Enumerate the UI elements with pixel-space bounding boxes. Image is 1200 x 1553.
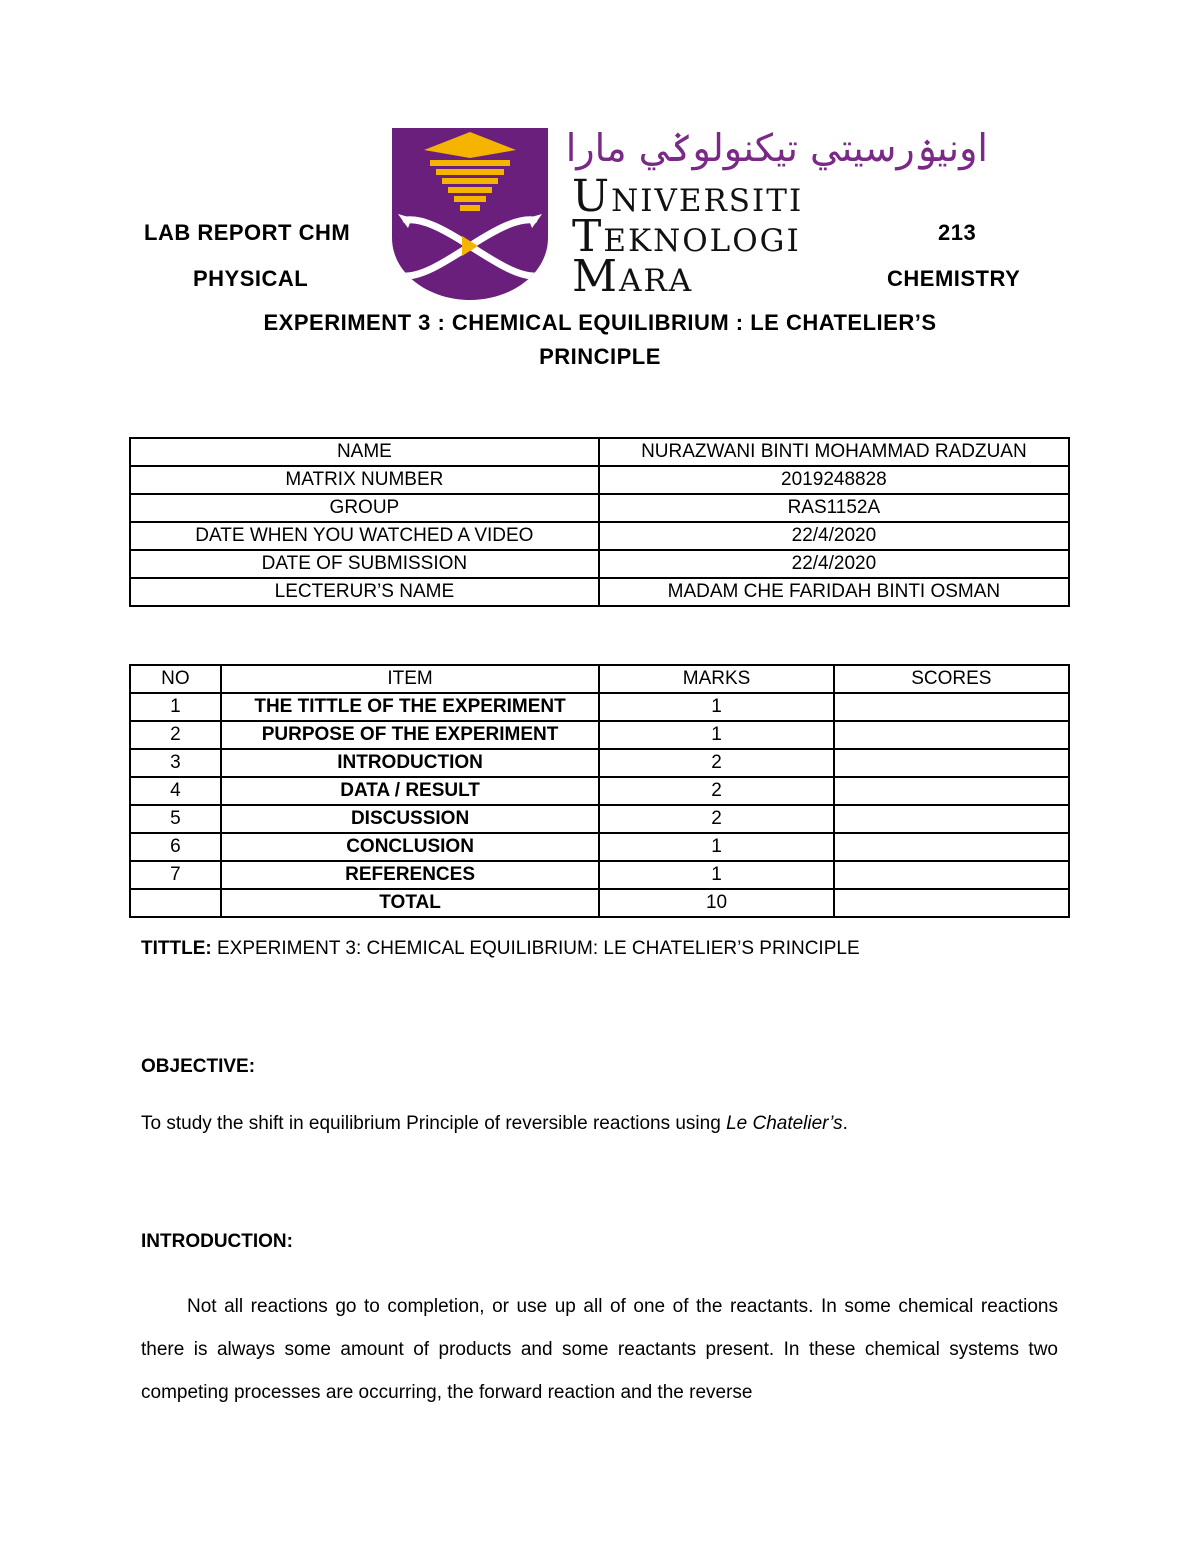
objective-heading: OBJECTIVE: xyxy=(141,1056,256,1077)
row-marks: 1 xyxy=(599,721,833,749)
logo-line-mara: Mara xyxy=(572,251,694,302)
objective-text-italic: Le Chatelier’s xyxy=(726,1113,843,1134)
row-score xyxy=(834,861,1069,889)
info-label-cell: NAME xyxy=(130,438,599,466)
row-score xyxy=(834,693,1069,721)
experiment-title-line2: PRINCIPLE xyxy=(539,344,661,369)
row-no: 2 xyxy=(130,721,221,749)
logo-arabic-text: اونيۏرسيتي تيكنولوݢي مارا xyxy=(565,126,988,170)
table-row xyxy=(130,721,1069,749)
introduction-paragraph: Not all reactions go to completion, or use up all of one of the reactants. In some chemical reactions there is always some amount of products and some reactants present. In these chemical systems two competing processes are occurring, the forward reaction and the reverse xyxy=(141,1296,1058,1403)
column-header-no: NO xyxy=(130,665,221,693)
table-row xyxy=(130,777,1069,805)
column-header-scores: SCORES xyxy=(834,665,1069,693)
info-value-cell: NURAZWANI BINTI MOHAMMAD RADZUAN xyxy=(599,438,1069,466)
table-row xyxy=(130,494,1069,522)
tittle-line xyxy=(141,938,860,960)
row-item: INTRODUCTION xyxy=(221,749,600,777)
row-item: CONCLUSION xyxy=(221,833,600,861)
table-row xyxy=(130,833,1069,861)
header-right-line2: CHEMISTRY xyxy=(887,266,1021,291)
row-marks: 2 xyxy=(599,805,833,833)
info-label-cell: DATE WHEN YOU WATCHED A VIDEO xyxy=(130,522,599,550)
logo-line-universiti: Universiti xyxy=(572,171,804,222)
row-marks: 2 xyxy=(599,749,833,777)
row-score xyxy=(834,777,1069,805)
info-value-cell: MADAM CHE FARIDAH BINTI OSMAN xyxy=(599,578,1069,606)
row-no: 7 xyxy=(130,861,221,889)
experiment-title-line1: EXPERIMENT 3 : CHEMICAL EQUILIBRIUM : LE CHATELIER’S xyxy=(263,310,937,335)
logo-line-teknologi: Teknologi xyxy=(572,211,801,262)
table-row xyxy=(130,522,1069,550)
info-value-cell: 2019248828 xyxy=(599,466,1069,494)
info-value-cell: RAS1152A xyxy=(599,494,1069,522)
info-label-cell: LECTERUR’S NAME xyxy=(130,578,599,606)
objective-text-end: . xyxy=(842,1113,848,1134)
student-info-table xyxy=(129,437,1070,607)
table-row xyxy=(130,749,1069,777)
row-item: REFERENCES xyxy=(221,861,600,889)
experiment-title xyxy=(120,306,1080,374)
table-row xyxy=(130,438,1069,466)
total-label: TOTAL xyxy=(221,889,600,917)
info-label-cell: MATRIX NUMBER xyxy=(130,466,599,494)
table-row xyxy=(130,466,1069,494)
row-item: PURPOSE OF THE EXPERIMENT xyxy=(221,721,600,749)
info-value-cell: 22/4/2020 xyxy=(599,522,1069,550)
uitm-crest-icon xyxy=(392,128,548,300)
column-header-item: ITEM xyxy=(221,665,600,693)
row-no: 3 xyxy=(130,749,221,777)
row-marks: 2 xyxy=(599,777,833,805)
total-no xyxy=(130,889,221,917)
total-marks: 10 xyxy=(599,889,833,917)
row-score xyxy=(834,805,1069,833)
header-left-line2: PHYSICAL xyxy=(193,266,309,291)
column-header-marks: MARKS xyxy=(599,665,833,693)
row-no: 1 xyxy=(130,693,221,721)
total-score xyxy=(834,889,1069,917)
row-score xyxy=(834,833,1069,861)
row-marks: 1 xyxy=(599,861,833,889)
row-score xyxy=(834,721,1069,749)
objective-text xyxy=(141,1113,848,1135)
info-label-cell: GROUP xyxy=(130,494,599,522)
table-row xyxy=(130,693,1069,721)
objective-text-main: To study the shift in equilibrium Principle of reversible reactions using xyxy=(141,1113,727,1134)
row-marks: 1 xyxy=(599,693,833,721)
table-row xyxy=(130,550,1069,578)
header-right-line1: 213 xyxy=(938,220,977,245)
tittle-label: TITTLE: xyxy=(141,938,212,959)
info-value-cell: 22/4/2020 xyxy=(599,550,1069,578)
table-header-row xyxy=(130,665,1069,693)
row-no: 4 xyxy=(130,777,221,805)
table-row xyxy=(130,861,1069,889)
table-row xyxy=(130,805,1069,833)
introduction-heading: INTRODUCTION: xyxy=(141,1231,293,1252)
row-score xyxy=(834,749,1069,777)
total-row xyxy=(130,889,1069,917)
row-no: 5 xyxy=(130,805,221,833)
row-item: DISCUSSION xyxy=(221,805,600,833)
row-item: DATA / RESULT xyxy=(221,777,600,805)
header-left-line1: LAB REPORT CHM xyxy=(144,220,351,245)
marking-scheme-table xyxy=(129,664,1070,918)
table-row xyxy=(130,578,1069,606)
row-no: 6 xyxy=(130,833,221,861)
info-label-cell: DATE OF SUBMISSION xyxy=(130,550,599,578)
row-marks: 1 xyxy=(599,833,833,861)
tittle-text: EXPERIMENT 3: CHEMICAL EQUILIBRIUM: LE CHATELIER’S PRINCIPLE xyxy=(211,938,860,959)
row-item: THE TITTLE OF THE EXPERIMENT xyxy=(221,693,600,721)
